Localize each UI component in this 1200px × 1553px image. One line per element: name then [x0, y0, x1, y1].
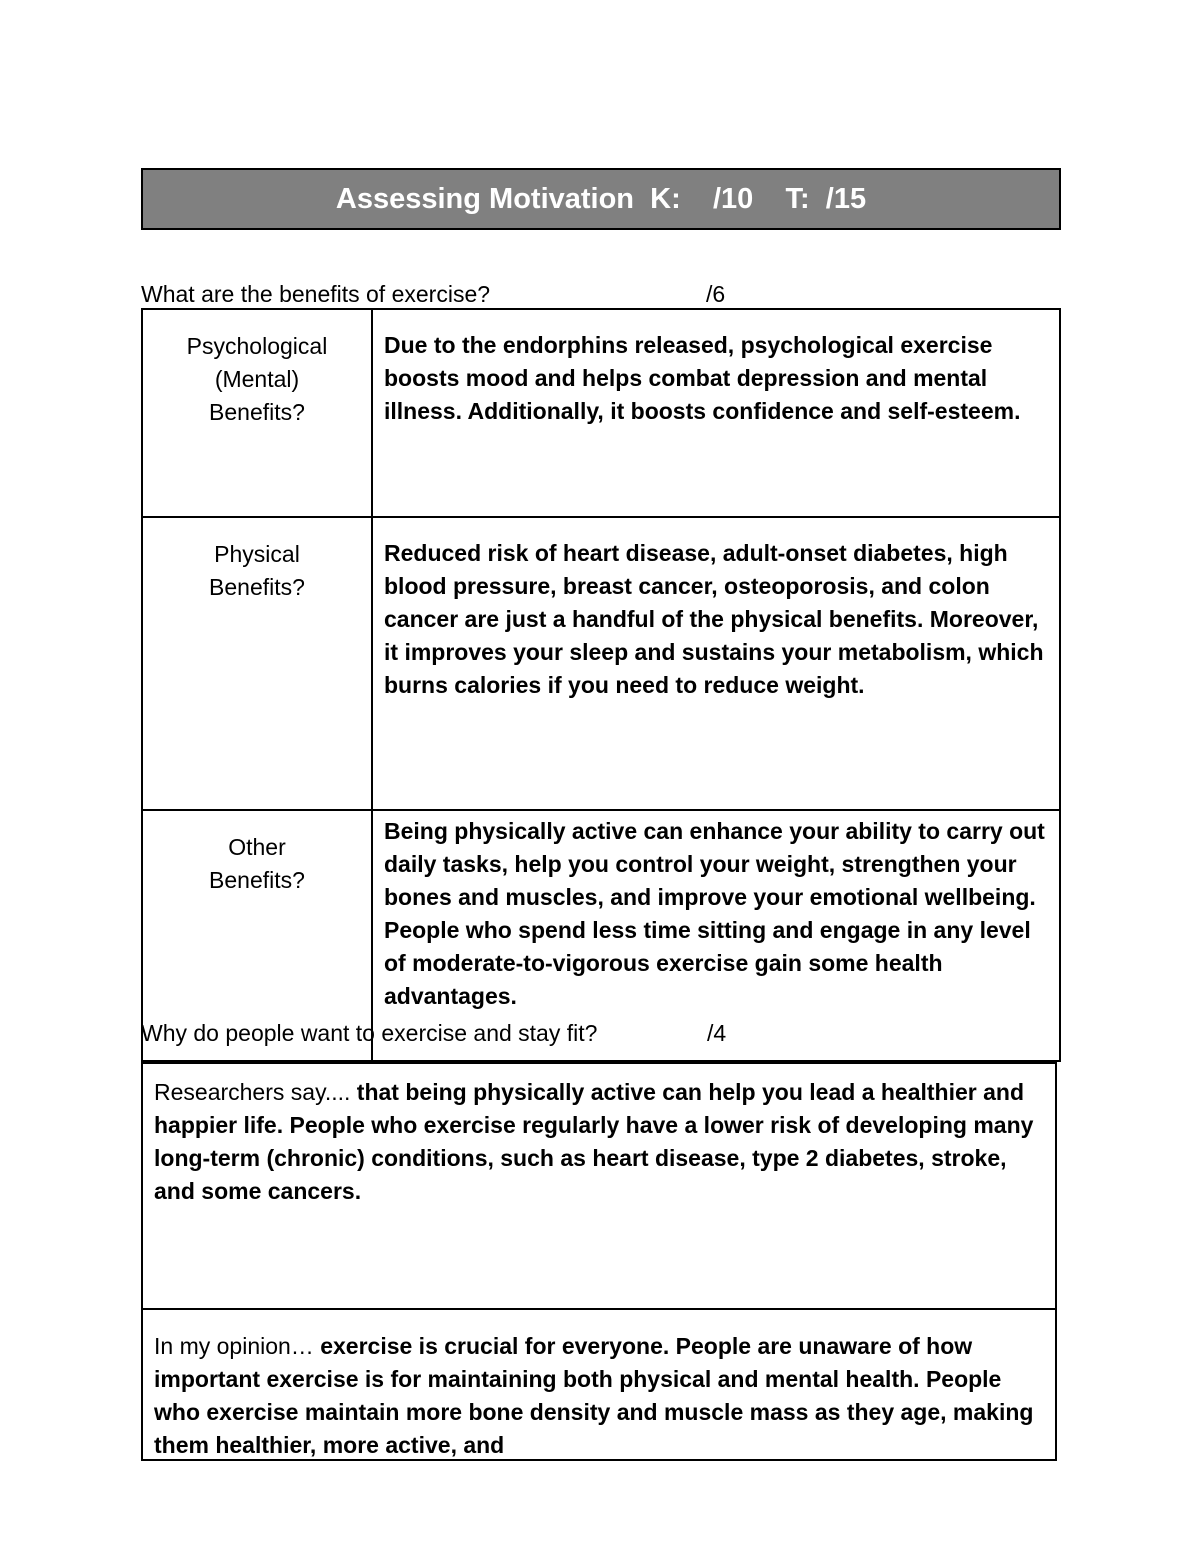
benefits-question: What are the benefits of exercise? — [141, 281, 491, 307]
benefits-table — [141, 308, 1061, 1062]
researchers-answer: that being physically active can help you lead a healthier and happier life. People who exercise regularly have a lower risk of developing many long-term (chronic) conditions, such as heart disease, type 2 diabetes, stroke, and some cancers. — [154, 1079, 1034, 1204]
label-line: Physical — [214, 541, 300, 567]
psychological-benefits-answer[interactable]: Due to the endorphins released, psychological exercise boosts mood and helps combat depression and mental illness. Additionally, it boosts confidence and self-esteem. — [372, 309, 1060, 517]
label-line: Other — [228, 834, 286, 860]
researchers-answer-box[interactable] — [141, 1062, 1057, 1310]
benefits-score: /6 — [706, 281, 726, 307]
label-line: Benefits? — [209, 867, 305, 893]
label-line: (Mental) — [214, 366, 300, 392]
opinion-lead: In my opinion… — [154, 1333, 314, 1359]
opinion-answer-box[interactable] — [141, 1308, 1057, 1461]
label-line: Psychological — [186, 333, 328, 359]
other-benefits-answer[interactable]: Being physically active can enhance your ability to carry out daily tasks, help you control your weight, strengthen your bones and muscles, and improve your emotional wellbeing. People who spend less time sitting and engage in any level of moderate-to-vigorous exercise gain some health advantages. — [372, 810, 1060, 1061]
label-line: Benefits? — [209, 574, 305, 600]
motivation-question: Why do people want to exercise and stay fit? — [141, 1020, 598, 1046]
motivation-score: /4 — [707, 1020, 727, 1046]
opinion-answer: exercise is crucial for everyone. People are unaware of how important exercise is for maintaining both physical and mental health. People who exercise maintain more bone density and muscle mass as they age, making them healthier, more active, and — [154, 1333, 1034, 1458]
table-row — [142, 309, 1060, 517]
researchers-lead: Researchers say.... — [154, 1079, 351, 1105]
worksheet-title: Assessing Motivation K: /10 T: /15 — [141, 168, 1061, 230]
psychological-benefits-label — [142, 309, 372, 517]
label-line: Benefits? — [209, 399, 305, 425]
physical-benefits-answer[interactable]: Reduced risk of heart disease, adult-onset diabetes, high blood pressure, breast cancer, osteoporosis, and colon cancer are just a handful of the physical benefits. Moreover, it improves your sleep and sustains your metabolism, which burns calories if you need to reduce weight. — [372, 517, 1060, 810]
physical-benefits-label — [142, 517, 372, 810]
table-row — [142, 517, 1060, 810]
